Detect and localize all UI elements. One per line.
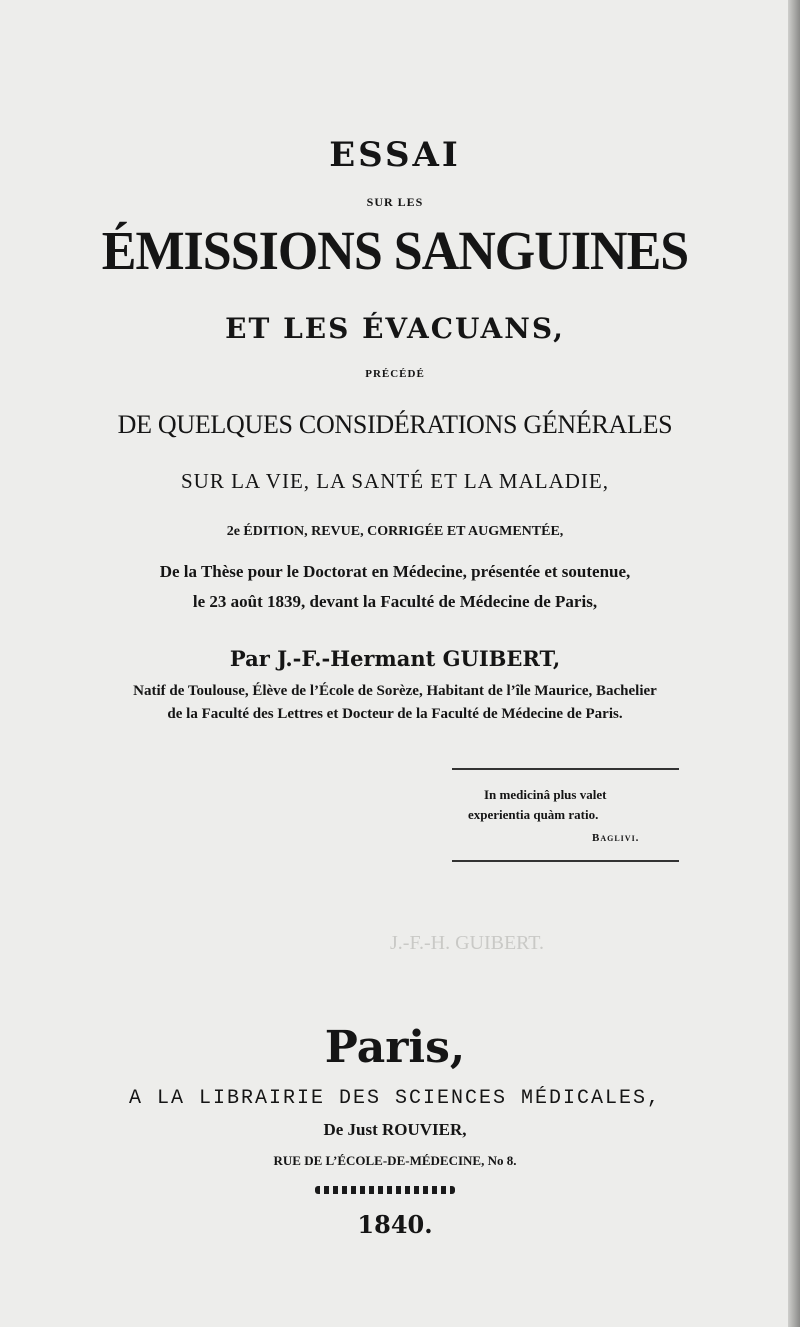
publisher-address: RUE DE L’ÉCOLE-DE-MÉDECINE, No 8. (273, 1153, 517, 1168)
publisher-line: A LA LIBRAIRIE DES SCIENCES MÉDICALES, (128, 1087, 662, 1110)
show-through-signature: J.-F.-H. GUIBERT. (390, 932, 545, 954)
date-line: le 23 août 1839, devant la Faculté de Médecine de Paris, (192, 592, 598, 611)
epigraph-line-2: experientia quàm ratio. (468, 807, 599, 822)
publisher-name: De Just ROUVIER, (323, 1120, 467, 1139)
author-info-line-1: Natif de Toulouse, Élève de l’École de Sorèze, Habitant de l’île Maurice, Bachelier (133, 683, 657, 699)
page-edge-shadow (788, 0, 800, 1327)
edition-line: 2e ÉDITION, REVUE, CORRIGÉE ET AUGMENTÉE, (226, 524, 564, 539)
imprint-city: Paris, (324, 1022, 466, 1073)
sur-les-text: SUR LES (366, 195, 424, 209)
ornament-divider (315, 1186, 455, 1194)
subtitle: ET LES ÉVACUANS, (225, 312, 565, 345)
vie-sante-heading: SUR LA VIE, LA SANTÉ ET LA MALADIE, (181, 469, 609, 493)
essai-heading: ESSAI (329, 135, 461, 175)
epigraph-bottom-rule (452, 860, 679, 862)
precede-text: PRÉCÉDÉ (365, 368, 425, 380)
author-info-line-2: de la Faculté des Lettres et Docteur de la Faculté de Médecine de Paris. (167, 706, 623, 722)
epigraph-line-1: In medicinâ plus valet (484, 787, 607, 802)
epigraph-top-rule (452, 768, 679, 770)
publication-year: 1840. (357, 1210, 433, 1239)
epigraph-attribution: Baglivi. (592, 832, 640, 844)
main-title: ÉMISSIONS SANGUINES (101, 221, 689, 282)
these-line: De la Thèse pour le Doctorat en Médecine, présentée et soutenue, (159, 562, 631, 581)
considerations-heading: DE QUELQUES CONSIDÉRATIONS GÉNÉRALES (117, 410, 673, 439)
author-line: Par J.-F.-Hermant GUIBERT, (229, 646, 561, 671)
